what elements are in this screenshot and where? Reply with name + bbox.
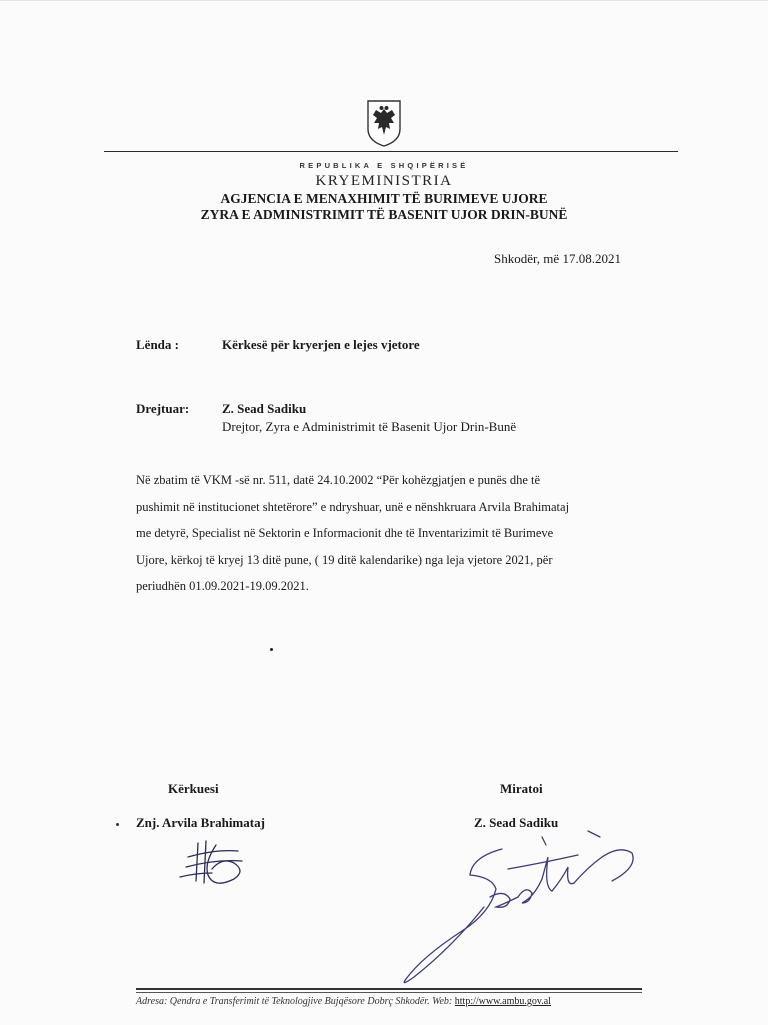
body-paragraph xyxy=(136,467,634,600)
date-line: Shkodër, më 17.08.2021 xyxy=(494,251,621,266)
requester-signature-icon xyxy=(176,837,256,893)
approver-title: Miratoi xyxy=(500,781,543,796)
footer-rule-thick xyxy=(136,988,642,990)
header-republic: REPUBLIKA E SHQIPËRISË xyxy=(299,161,469,170)
subject-value: Kërkesë për kryerjen e lejes vjetore xyxy=(222,337,420,352)
requester-title: Kërkuesi xyxy=(168,781,219,796)
footer-website-link[interactable]: http://www.ambu.gov.al xyxy=(454,996,551,1007)
header-office: ZYRA E ADMINISTRIMIT TË BASENIT UJOR DRIN-BUNË xyxy=(200,207,568,222)
body-line: Në zbatim të VKM -së nr. 511, datë 24.10.2002 “Për kohëzgjatjen e punës dhe të xyxy=(136,473,541,487)
bullet-mark xyxy=(116,823,119,826)
header-ministry: KRYEMINISTRIA xyxy=(315,173,453,189)
footer-rule-thin xyxy=(136,992,642,993)
header-agency: AGJENCIA E MENAXHIMIT TË BURIMEVE UJORE xyxy=(220,191,548,206)
approver-signature-icon xyxy=(392,827,652,987)
footer-address-text: Adresa: Qendra e Transferimit të Teknologjive Bujqësore Dobrç Shkodër. Web: xyxy=(136,996,455,1007)
albanian-eagle-emblem-icon xyxy=(366,99,402,147)
addressee-label: Drejtuar: xyxy=(136,401,190,416)
header-rule xyxy=(104,151,678,152)
stray-dot xyxy=(270,648,273,651)
addressee-title: Drejtor, Zyra e Administrimit të Basenit Ujor Drin-Bunë xyxy=(222,419,517,434)
requester-name: Znj. Arvila Brahimataj xyxy=(136,815,265,830)
body-line: me detyrë, Specialist në Sektorin e Informacionit dhe të Inventarizimit të Burimeve xyxy=(136,526,554,540)
body-line: periudhën 01.09.2021-19.09.2021. xyxy=(136,579,309,593)
footer-address xyxy=(136,996,551,1007)
approver-name: Z. Sead Sadiku xyxy=(474,815,559,830)
addressee-name: Z. Sead Sadiku xyxy=(222,401,307,416)
subject-label: Lënda : xyxy=(136,337,179,352)
body-line: Ujore, kërkoj të kryej 13 ditë pune, ( 19 ditë kalendarike) nga leja vjetore 2021, për xyxy=(136,552,553,567)
body-line: pushimit në institucionet shtetërore” e ndryshuar, unë e nënshkruara Arvila Brahimataj xyxy=(136,499,570,514)
